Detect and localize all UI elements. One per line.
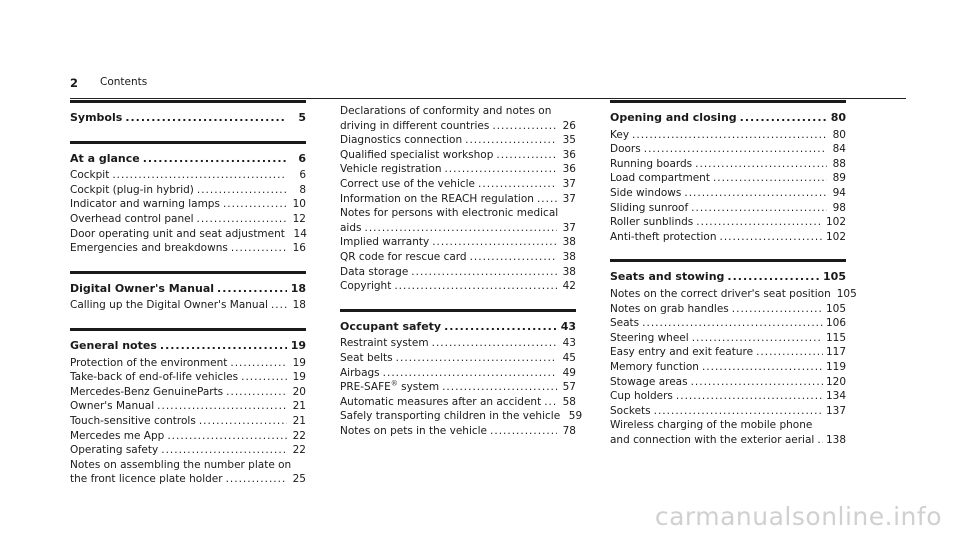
- dot-leader: [720, 230, 823, 245]
- toc-entry-title: Implied warranty: [340, 236, 430, 249]
- toc-entry[interactable]: [70, 443, 306, 458]
- toc-entry-page: 102: [825, 216, 846, 229]
- toc-entry-page: 10: [292, 198, 306, 211]
- section-heading-page: 6: [298, 151, 306, 165]
- toc-entry[interactable]: [340, 265, 576, 280]
- toc-entry-page: 137: [825, 404, 846, 417]
- dot-leader: [676, 389, 823, 404]
- toc-entry[interactable]: [340, 279, 576, 294]
- toc-entry-page: 49: [562, 366, 576, 379]
- dot-leader: [727, 270, 820, 285]
- toc-entry[interactable]: [70, 212, 306, 227]
- toc-entry-page: 21: [292, 414, 306, 427]
- dot-leader: [691, 375, 823, 390]
- page-number: 2: [70, 76, 79, 90]
- toc-entry-page: 94: [832, 186, 846, 199]
- dot-leader: [143, 152, 287, 167]
- toc-column-1: [70, 100, 306, 502]
- toc-entry-page: 102: [825, 230, 846, 243]
- toc-entry-title: Running boards: [610, 157, 693, 170]
- toc-entry[interactable]: [340, 235, 576, 250]
- section-heading-title: General notes: [70, 338, 157, 352]
- toc-entry-title: Calling up the Digital Owner's Manual: [70, 299, 268, 312]
- section-heading-title: Symbols: [70, 111, 123, 124]
- dot-leader: [544, 395, 557, 410]
- toc-entry-title: the front licence plate holder: [70, 473, 223, 486]
- entry-title-text: PRE-SAFE: [340, 381, 391, 394]
- dot-leader: [756, 345, 823, 360]
- section-heading-page: 43: [560, 319, 576, 333]
- toc-entry-title: Touch-sensitive controls: [70, 414, 196, 427]
- section-heading-page: 105: [823, 270, 846, 284]
- dot-leader: [732, 302, 823, 317]
- section-rule: [70, 100, 306, 103]
- toc-entry[interactable]: [340, 192, 576, 207]
- toc-entry[interactable]: [610, 171, 846, 186]
- toc-entry-page: 12: [292, 212, 306, 225]
- toc-entry-title: Notes on pets in the vehicle: [340, 424, 488, 437]
- toc-entry-page: 21: [292, 400, 306, 413]
- toc-entry-page: 18: [292, 299, 306, 312]
- toc-entry-page: 88: [832, 157, 846, 170]
- toc-entry-title: Qualified specialist workshop: [340, 148, 494, 161]
- toc-entry-page: 37: [562, 177, 576, 190]
- toc-entry-title: Vehicle registration: [340, 163, 442, 176]
- toc-entry[interactable]: [70, 399, 306, 414]
- toc-entry[interactable]: [340, 162, 576, 177]
- toc-entry-title: Emergencies and breakdowns: [70, 242, 228, 255]
- page-title: Contents: [100, 76, 148, 88]
- toc-entry-title: Seats: [610, 317, 640, 330]
- toc-entry[interactable]: [70, 227, 306, 242]
- dot-leader: [125, 111, 287, 126]
- toc-entry-title: Data storage: [340, 265, 409, 278]
- toc-entry-title: and connection with the exterior aerial: [610, 433, 815, 446]
- toc-entry-page: 16: [292, 242, 306, 255]
- toc-entry-title: Door operating unit and seat adjustment: [70, 227, 285, 240]
- section-heading-page: 19: [290, 338, 306, 352]
- dot-leader: [478, 177, 557, 192]
- toc-entry-title: Seat belts: [340, 351, 393, 364]
- section-rule: [340, 309, 576, 312]
- toc-entry[interactable]: [340, 424, 576, 439]
- toc-entry[interactable]: [340, 221, 576, 236]
- toc-entry[interactable]: [70, 356, 306, 371]
- page-header: [70, 74, 906, 99]
- toc-entry-title: Automatic measures after an accident: [340, 395, 542, 408]
- toc-entry-title: Owner's Manual: [70, 400, 155, 413]
- toc-entry[interactable]: [70, 298, 306, 313]
- toc-entry[interactable]: [610, 142, 846, 157]
- toc-entry-title: Side windows: [610, 186, 682, 199]
- toc-section: [70, 141, 306, 256]
- dot-leader: [197, 183, 287, 198]
- toc-entry-title: Take-back of end-of-life vehicles: [70, 371, 239, 384]
- toc-entry[interactable]: [610, 287, 857, 302]
- toc-entry[interactable]: [340, 336, 576, 351]
- toc-entry-title: Operating safety: [70, 444, 159, 457]
- toc-entry[interactable]: [610, 128, 846, 143]
- toc-entry[interactable]: [610, 230, 846, 245]
- toc-entry-title: Mercedes-Benz GenuineParts: [70, 385, 224, 398]
- dot-leader: [644, 142, 827, 157]
- dot-leader: [197, 212, 288, 227]
- section-heading-title: Digital Owner's Manual: [70, 281, 215, 295]
- dot-leader: [411, 265, 557, 280]
- toc-entry[interactable]: [340, 148, 576, 163]
- toc-column-3: [610, 100, 857, 462]
- dot-leader: [444, 320, 557, 335]
- toc-entry-title: Cockpit (plug-in hybrid): [70, 183, 194, 196]
- toc-entry-page: 78: [562, 424, 576, 437]
- toc-entry-title: QR code for rescue card: [340, 250, 467, 263]
- toc-entry[interactable]: [610, 360, 846, 375]
- toc-entry-page: 38: [562, 236, 576, 249]
- toc-entry-page: 119: [825, 360, 846, 373]
- toc-entry-page: 134: [825, 390, 846, 403]
- dot-leader: [241, 370, 287, 385]
- toc-entry-page: 22: [292, 429, 306, 442]
- toc-entry-page: 20: [292, 385, 306, 398]
- dot-leader: [432, 336, 557, 351]
- toc-entry[interactable]: [340, 133, 576, 148]
- toc-column-2: [340, 104, 583, 453]
- section-rule: [70, 271, 306, 274]
- toc-entry-page: 120: [825, 375, 846, 388]
- dot-leader: [383, 366, 557, 381]
- toc-entry-title: Correct use of the vehicle: [340, 177, 476, 190]
- toc-entry-title: Sliding sunroof: [610, 201, 689, 214]
- dot-leader: [230, 356, 287, 371]
- toc-entry[interactable]: [70, 429, 306, 444]
- dot-leader: [226, 472, 287, 487]
- section-heading-title: Seats and stowing: [610, 270, 725, 284]
- toc-entry-title: Easy entry and exit feature: [610, 346, 754, 359]
- dot-leader: [654, 404, 823, 419]
- toc-entry-page: 8: [299, 183, 306, 196]
- toc-entry-title: Doors: [610, 143, 641, 156]
- toc-entry-page: 19: [292, 371, 306, 384]
- dot-leader: [740, 111, 827, 126]
- toc-entry[interactable]: [610, 433, 846, 448]
- toc-section: [340, 309, 583, 439]
- toc-section: [70, 271, 306, 313]
- toc-entry-page: 117: [825, 346, 846, 359]
- toc-entry-title: Cup holders: [610, 390, 673, 403]
- dot-leader: [394, 279, 557, 294]
- dot-leader: [396, 351, 557, 366]
- toc-section: [70, 100, 306, 126]
- dot-leader: [692, 331, 823, 346]
- registered-mark: ®: [390, 379, 398, 388]
- toc-entry-title: Key: [610, 128, 630, 141]
- dot-leader: [271, 298, 287, 313]
- toc-entry-page: 35: [562, 134, 576, 147]
- toc-section: [610, 100, 846, 244]
- toc-entry[interactable]: [70, 385, 306, 400]
- toc-entry-page: 98: [832, 201, 846, 214]
- toc-entry-page: 105: [836, 287, 857, 300]
- dot-leader: [161, 443, 287, 458]
- toc-entry[interactable]: [610, 316, 846, 331]
- toc-entry[interactable]: [610, 186, 846, 201]
- dot-leader: [632, 128, 827, 143]
- toc-entry-title: Indicator and warning lamps: [70, 198, 220, 211]
- dot-leader: [199, 414, 287, 429]
- toc-entry-page: 37: [562, 221, 576, 234]
- toc-section: [610, 259, 857, 447]
- toc-entry[interactable]: [70, 472, 306, 487]
- toc-entry[interactable]: [340, 395, 576, 410]
- toc-entry[interactable]: [610, 331, 846, 346]
- toc-entry-page: 38: [562, 250, 576, 263]
- toc-entry[interactable]: [610, 345, 846, 360]
- dot-leader: [696, 215, 823, 230]
- dot-leader: [167, 429, 287, 444]
- dot-leader: [702, 360, 823, 375]
- dot-leader: [490, 424, 557, 439]
- toc-entry-title: Restraint system: [340, 337, 429, 350]
- toc-entry[interactable]: [610, 404, 846, 419]
- dot-leader: [684, 186, 827, 201]
- section-heading[interactable]: [610, 111, 846, 126]
- toc-entry-page: 89: [832, 172, 846, 185]
- dot-leader: [492, 119, 557, 134]
- section-heading[interactable]: [70, 111, 306, 126]
- toc-entry-title: Diagnostics connection: [340, 134, 463, 147]
- section-heading-title: At a glance: [70, 151, 140, 165]
- toc-entry-page: 25: [292, 473, 306, 486]
- toc-entry-page: 43: [562, 337, 576, 350]
- toc-entry-title: Sockets: [610, 404, 651, 417]
- section-heading-title: Occupant safety: [340, 319, 442, 333]
- toc-entry[interactable]: [70, 197, 306, 212]
- toc-entry[interactable]: [610, 215, 846, 230]
- toc-entry-page: 26: [562, 119, 576, 132]
- dot-leader: [160, 339, 287, 354]
- toc-entry-line1[interactable]: Notes on assembling the number plate on: [70, 458, 292, 471]
- section-heading[interactable]: [340, 320, 576, 335]
- dot-leader: [444, 162, 557, 177]
- entry-title-text-after: system: [397, 381, 440, 394]
- section-heading[interactable]: [70, 339, 306, 354]
- toc-entry-page: 80: [832, 128, 846, 141]
- toc-entry[interactable]: [340, 250, 576, 265]
- dot-leader: [537, 192, 557, 207]
- toc-entry-page: 42: [562, 280, 576, 293]
- section-heading[interactable]: [70, 282, 306, 297]
- toc-entry[interactable]: [70, 168, 306, 183]
- toc-entry-title: Information on the REACH regulation: [340, 192, 534, 205]
- toc-entry-title: Mercedes me App: [70, 429, 165, 442]
- section-heading[interactable]: [610, 270, 846, 285]
- dot-leader: [432, 235, 557, 250]
- toc-entry-line1[interactable]: Notes for persons with electronic medical: [340, 207, 559, 220]
- toc-entry[interactable]: [610, 302, 846, 317]
- toc-entry-page: 45: [562, 351, 576, 364]
- dot-leader: [691, 201, 827, 216]
- toc-entry-page: 138: [825, 433, 846, 446]
- toc-entry-title: Airbags: [340, 366, 380, 379]
- section-heading[interactable]: [70, 152, 306, 167]
- section-heading-title: Opening and closing: [610, 111, 737, 124]
- toc-entry[interactable]: [70, 370, 306, 385]
- toc-entry-title: Anti-theft protection: [610, 230, 717, 243]
- toc-entry-title: driving in different countries: [340, 119, 490, 132]
- dot-leader: [112, 168, 287, 183]
- toc-entry[interactable]: [70, 414, 306, 429]
- toc-entry[interactable]: [70, 241, 306, 256]
- toc-entry-page: 19: [292, 356, 306, 369]
- toc-entry[interactable]: [610, 157, 846, 172]
- toc-entry-page: 38: [562, 265, 576, 278]
- toc-entry-title: aids: [340, 221, 362, 234]
- toc-entry-title: Steering wheel: [610, 331, 689, 344]
- section-heading-page: 5: [298, 111, 306, 124]
- toc-entry[interactable]: [610, 375, 846, 390]
- toc-entry-title: Memory function: [610, 360, 699, 373]
- toc-entry[interactable]: [340, 119, 576, 134]
- toc-entry-title: Stowage areas: [610, 375, 688, 388]
- toc-entry-title: Safely transporting children in the vehicle: [340, 410, 561, 423]
- toc-entry[interactable]: [610, 389, 846, 404]
- dot-leader: [695, 157, 827, 172]
- toc-entry-page: 58: [562, 395, 576, 408]
- toc-entry-line1[interactable]: Declarations of conformity and notes on: [340, 105, 552, 117]
- toc-entry-page: 59: [568, 410, 583, 423]
- toc-entry-page: 22: [292, 444, 306, 457]
- section-rule: [610, 100, 846, 103]
- dot-leader: [470, 250, 557, 265]
- section-heading-page: 18: [290, 281, 306, 295]
- toc-entry-line1[interactable]: Wireless charging of the mobile phone: [610, 419, 813, 432]
- section-rule: [70, 328, 306, 331]
- dot-leader: [496, 148, 557, 163]
- toc-entry-page: 6: [299, 169, 306, 182]
- toc-entry-title: [340, 380, 439, 395]
- toc-entry-page: 115: [825, 331, 846, 344]
- toc-section: [340, 104, 576, 294]
- toc-entry-page: 36: [562, 148, 576, 161]
- dot-leader: [642, 316, 823, 331]
- toc-entry[interactable]: [340, 409, 583, 424]
- toc-entry-title: Roller sunblinds: [610, 216, 694, 229]
- dot-leader: [817, 433, 823, 448]
- toc-entry-page: 106: [825, 317, 846, 330]
- dot-leader: [442, 380, 557, 395]
- toc-entry-title: Notes on grab handles: [610, 302, 729, 315]
- toc-entry-title: Cockpit: [70, 169, 110, 182]
- toc-entry[interactable]: [340, 351, 576, 366]
- toc-entry-title: Overhead control panel: [70, 212, 194, 225]
- toc-entry[interactable]: [340, 177, 576, 192]
- toc-entry-page: 37: [562, 192, 576, 205]
- toc-entry-title: Notes on the correct driver's seat position: [610, 287, 831, 300]
- toc-entry[interactable]: [610, 201, 846, 216]
- toc-entry-page: 57: [562, 381, 576, 394]
- dot-leader: [223, 197, 287, 212]
- toc-entry-title: Copyright: [340, 280, 392, 293]
- toc-entry[interactable]: [340, 366, 576, 381]
- dot-leader: [465, 133, 557, 148]
- toc-entry[interactable]: [70, 183, 306, 198]
- watermark: carmanualsonline.info: [654, 502, 942, 531]
- dot-leader: [713, 171, 827, 186]
- section-rule: [610, 259, 846, 262]
- toc-entry[interactable]: [340, 380, 576, 395]
- section-heading-page: 80: [830, 111, 846, 124]
- toc-entry-page: 14: [293, 227, 307, 240]
- dot-leader: [231, 241, 287, 256]
- dot-leader: [226, 385, 287, 400]
- toc-entry-page: 36: [562, 163, 576, 176]
- dot-leader: [365, 221, 558, 236]
- dot-leader: [217, 282, 287, 297]
- toc-entry-page: 84: [832, 143, 846, 156]
- dot-leader: [157, 399, 287, 414]
- toc-entry-title: Protection of the environment: [70, 356, 228, 369]
- toc-section: [70, 328, 306, 487]
- section-rule: [70, 141, 306, 144]
- toc-entry-page: 105: [825, 302, 846, 315]
- toc-entry-title: Load compartment: [610, 172, 710, 185]
